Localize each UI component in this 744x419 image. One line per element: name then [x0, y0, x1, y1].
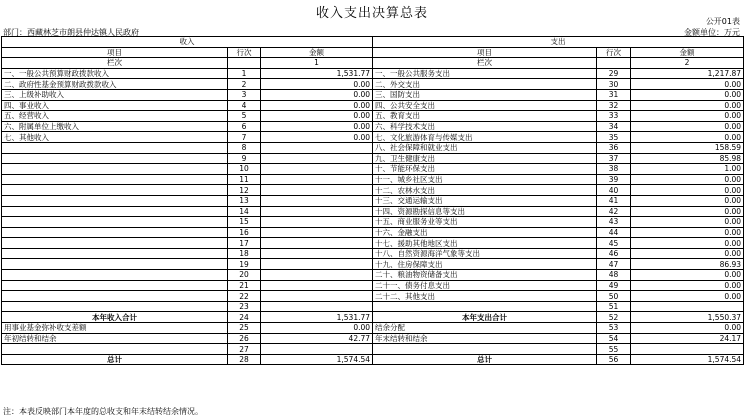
income-column-number: 1 — [261, 58, 373, 69]
expense-line-cell: 46 — [597, 248, 631, 259]
income-amount-cell: 1,574.54 — [261, 354, 373, 365]
expense-line-cell: 35 — [597, 132, 631, 143]
department-label: 部门：西藏林芝市朗县仲达镇人民政府 — [3, 28, 139, 37]
expense-item-cell: 九、卫生健康支出 — [373, 153, 597, 164]
expense-amount-cell: 0.00 — [631, 270, 744, 281]
expense-item-cell: 五、教育支出 — [373, 111, 597, 122]
expense-line-cell: 36 — [597, 142, 631, 153]
income-amount-cell — [261, 206, 373, 217]
expense-amount-cell: 158.59 — [631, 142, 744, 153]
expense-item-cell: 二、外交支出 — [373, 79, 597, 90]
expense-amount-cell: 0.00 — [631, 89, 744, 100]
table-row — [2, 153, 744, 164]
income-amount-cell: 0.00 — [261, 323, 373, 334]
expense-column-no-blank — [597, 58, 631, 69]
income-item-cell — [2, 217, 228, 228]
table-row — [2, 259, 744, 270]
income-item-cell — [2, 291, 228, 302]
income-item-cell: 五、经营收入 — [2, 111, 228, 122]
expense-amount-cell: 1,574.54 — [631, 354, 744, 365]
income-line-cell: 22 — [228, 291, 261, 302]
income-item-cell — [2, 270, 228, 281]
expense-item-cell: 十、节能环保支出 — [373, 164, 597, 175]
expense-amount-header: 金额 — [631, 47, 744, 58]
expense-item-cell: 八、社会保障和就业支出 — [373, 142, 597, 153]
table-row — [2, 79, 744, 90]
expense-amount-cell: 0.00 — [631, 238, 744, 249]
income-item-cell — [2, 142, 228, 153]
table-row — [2, 195, 744, 206]
income-line-cell: 19 — [228, 259, 261, 270]
income-section-header: 收入 — [2, 37, 373, 48]
income-amount-cell — [261, 217, 373, 228]
expense-line-cell: 51 — [597, 301, 631, 312]
income-item-cell — [2, 238, 228, 249]
income-item-cell: 用事业基金弥补收支差额 — [2, 323, 228, 334]
expense-amount-cell: 0.00 — [631, 121, 744, 132]
expense-line-cell: 54 — [597, 333, 631, 344]
table-row — [2, 344, 744, 355]
income-amount-cell — [261, 280, 373, 291]
income-item-cell — [2, 206, 228, 217]
expense-line-cell: 45 — [597, 238, 631, 249]
expense-section-header: 支出 — [373, 37, 744, 48]
income-line-cell: 21 — [228, 280, 261, 291]
expense-line-cell: 43 — [597, 217, 631, 228]
expense-item-cell: 十五、商业服务业等支出 — [373, 217, 597, 228]
table-row — [2, 323, 744, 334]
income-item-cell — [2, 280, 228, 291]
income-line-cell: 1 — [228, 68, 261, 79]
income-item-cell — [2, 164, 228, 175]
income-line-cell: 14 — [228, 206, 261, 217]
expense-item-cell — [373, 344, 597, 355]
expense-amount-cell: 0.00 — [631, 132, 744, 143]
income-item-cell: 六、附属单位上缴收入 — [2, 121, 228, 132]
expense-item-cell: 六、科学技术支出 — [373, 121, 597, 132]
expense-amount-cell: 85.98 — [631, 153, 744, 164]
table-row — [2, 270, 744, 281]
income-line-cell: 13 — [228, 195, 261, 206]
expense-item-cell: 三、国防支出 — [373, 89, 597, 100]
expense-line-cell: 32 — [597, 100, 631, 111]
expense-amount-cell: 24.17 — [631, 333, 744, 344]
income-item-cell — [2, 344, 228, 355]
income-amount-cell — [261, 153, 373, 164]
expense-item-cell: 二十、粮油物资储备支出 — [373, 270, 597, 281]
table-row — [2, 280, 744, 291]
income-line-cell: 12 — [228, 185, 261, 196]
report-title: 收入支出决算总表 — [315, 6, 428, 21]
expense-line-cell: 48 — [597, 270, 631, 281]
income-amount-cell: 0.00 — [261, 100, 373, 111]
expense-line-cell: 37 — [597, 153, 631, 164]
income-item-cell — [2, 227, 228, 238]
income-line-cell: 11 — [228, 174, 261, 185]
income-line-header: 行次 — [228, 47, 261, 58]
table-row — [2, 238, 744, 249]
income-line-cell: 6 — [228, 121, 261, 132]
income-amount-cell: 1,531.77 — [261, 68, 373, 79]
expense-amount-cell: 0.00 — [631, 185, 744, 196]
income-line-cell: 10 — [228, 164, 261, 175]
income-line-cell: 16 — [228, 227, 261, 238]
expense-line-cell: 29 — [597, 68, 631, 79]
income-item-cell: 四、事业收入 — [2, 100, 228, 111]
expense-line-cell: 41 — [597, 195, 631, 206]
income-item-cell — [2, 153, 228, 164]
income-line-cell: 20 — [228, 270, 261, 281]
income-item-cell — [2, 174, 228, 185]
expense-column-no-label: 栏次 — [373, 58, 597, 69]
table-row — [2, 185, 744, 196]
table-row — [2, 89, 744, 100]
income-amount-header: 金额 — [261, 47, 373, 58]
income-item-cell: 年初结转和结余 — [2, 333, 228, 344]
table-row — [2, 164, 744, 175]
table-row — [2, 121, 744, 132]
income-line-cell: 17 — [228, 238, 261, 249]
expense-amount-cell: 0.00 — [631, 323, 744, 334]
income-line-cell: 2 — [228, 79, 261, 90]
table-row — [2, 174, 744, 185]
expense-line-cell: 47 — [597, 259, 631, 270]
table-row — [2, 217, 744, 228]
expense-item-cell: 七、文化旅游体育与传媒支出 — [373, 132, 597, 143]
table-row — [2, 227, 744, 238]
income-column-no-blank — [228, 58, 261, 69]
income-amount-cell: 0.00 — [261, 111, 373, 122]
table-row — [2, 100, 744, 111]
expense-amount-cell: 0.00 — [631, 100, 744, 111]
expense-line-cell: 53 — [597, 323, 631, 334]
income-amount-cell — [261, 238, 373, 249]
income-amount-cell: 0.00 — [261, 132, 373, 143]
expense-item-cell: 二十一、债务付息支出 — [373, 280, 597, 291]
expense-amount-cell: 1,217.87 — [631, 68, 744, 79]
table-row — [2, 291, 744, 302]
expense-amount-cell: 0.00 — [631, 291, 744, 302]
table-row — [2, 354, 744, 365]
table-row — [2, 301, 744, 312]
expense-item-cell: 十一、城乡社区支出 — [373, 174, 597, 185]
expense-line-cell: 34 — [597, 121, 631, 132]
income-amount-cell — [261, 185, 373, 196]
income-amount-cell — [261, 259, 373, 270]
income-amount-cell: 1,531.77 — [261, 312, 373, 323]
expense-item-cell: 十八、自然资源海洋气象等支出 — [373, 248, 597, 259]
expense-item-cell: 十三、交通运输支出 — [373, 195, 597, 206]
income-item-cell: 一、一般公共预算财政拨款收入 — [2, 68, 228, 79]
budget-summary-table — [1, 36, 744, 365]
income-amount-cell — [261, 164, 373, 175]
section-header-row — [2, 37, 744, 48]
expense-item-cell: 年末结转和结余 — [373, 333, 597, 344]
expense-amount-cell: 0.00 — [631, 248, 744, 259]
expense-item-cell: 十二、农林水支出 — [373, 185, 597, 196]
expense-line-cell: 40 — [597, 185, 631, 196]
income-amount-cell: 42.77 — [261, 333, 373, 344]
income-line-cell: 25 — [228, 323, 261, 334]
expense-line-cell: 38 — [597, 164, 631, 175]
income-amount-cell: 0.00 — [261, 79, 373, 90]
income-line-cell: 4 — [228, 100, 261, 111]
income-item-cell — [2, 301, 228, 312]
expense-item-cell: 十九、住房保障支出 — [373, 259, 597, 270]
expense-item-cell: 十四、资源勘探信息等支出 — [373, 206, 597, 217]
income-amount-cell — [261, 291, 373, 302]
footnote: 注：本表反映部门本年度的总收支和年末结转结余情况。 — [3, 407, 203, 416]
expense-amount-cell: 86.93 — [631, 259, 744, 270]
expense-line-cell: 42 — [597, 206, 631, 217]
table-row — [2, 142, 744, 153]
table-row — [2, 312, 744, 323]
form-code: 公开01表 — [705, 17, 740, 26]
expense-item-cell: 结余分配 — [373, 323, 597, 334]
income-item-cell: 七、其他收入 — [2, 132, 228, 143]
income-amount-cell: 0.00 — [261, 89, 373, 100]
income-amount-cell — [261, 195, 373, 206]
expense-amount-cell: 0.00 — [631, 280, 744, 291]
expense-amount-cell — [631, 344, 744, 355]
expense-item-header: 项目 — [373, 47, 597, 58]
income-line-cell: 26 — [228, 333, 261, 344]
income-line-cell: 28 — [228, 354, 261, 365]
expense-line-cell: 52 — [597, 312, 631, 323]
income-item-cell: 本年收入合计 — [2, 312, 228, 323]
expense-line-cell: 44 — [597, 227, 631, 238]
expense-amount-cell: 0.00 — [631, 227, 744, 238]
expense-item-cell: 十六、金融支出 — [373, 227, 597, 238]
table-row — [2, 132, 744, 143]
income-amount-cell — [261, 270, 373, 281]
expense-item-cell: 本年支出合计 — [373, 312, 597, 323]
income-amount-cell — [261, 174, 373, 185]
expense-amount-cell: 0.00 — [631, 217, 744, 228]
income-item-cell: 二、政府性基金预算财政拨款收入 — [2, 79, 228, 90]
expense-amount-cell: 1,550.37 — [631, 312, 744, 323]
expense-amount-cell: 0.00 — [631, 206, 744, 217]
income-item-cell — [2, 248, 228, 259]
expense-item-cell: 十七、援助其他地区支出 — [373, 238, 597, 249]
income-line-cell: 8 — [228, 142, 261, 153]
expense-line-cell: 30 — [597, 79, 631, 90]
column-header-row — [2, 47, 744, 58]
expense-line-cell: 39 — [597, 174, 631, 185]
income-amount-cell — [261, 301, 373, 312]
income-amount-cell — [261, 248, 373, 259]
expense-line-cell: 50 — [597, 291, 631, 302]
expense-column-number: 2 — [631, 58, 744, 69]
income-item-cell: 三、上级补助收入 — [2, 89, 228, 100]
expense-amount-cell: 0.00 — [631, 174, 744, 185]
income-amount-cell — [261, 142, 373, 153]
table-row — [2, 68, 744, 79]
income-item-header: 项目 — [2, 47, 228, 58]
table-row — [2, 248, 744, 259]
income-line-cell: 18 — [228, 248, 261, 259]
expense-line-cell: 49 — [597, 280, 631, 291]
expense-line-cell: 55 — [597, 344, 631, 355]
expense-amount-cell: 0.00 — [631, 79, 744, 90]
income-item-cell: 总计 — [2, 354, 228, 365]
expense-item-cell: 四、公共安全支出 — [373, 100, 597, 111]
income-line-cell: 23 — [228, 301, 261, 312]
table-row — [2, 111, 744, 122]
expense-amount-cell — [631, 301, 744, 312]
income-item-cell — [2, 185, 228, 196]
expense-item-cell — [373, 301, 597, 312]
expense-line-header: 行次 — [597, 47, 631, 58]
expense-line-cell: 56 — [597, 354, 631, 365]
income-line-cell: 3 — [228, 89, 261, 100]
expense-amount-cell: 0.00 — [631, 111, 744, 122]
table-row — [2, 206, 744, 217]
expense-amount-cell: 0.00 — [631, 195, 744, 206]
expense-amount-cell: 1.00 — [631, 164, 744, 175]
income-item-cell — [2, 259, 228, 270]
income-amount-cell: 0.00 — [261, 121, 373, 132]
expense-line-cell: 33 — [597, 111, 631, 122]
column-number-row — [2, 58, 744, 69]
income-line-cell: 27 — [228, 344, 261, 355]
income-amount-cell — [261, 344, 373, 355]
income-line-cell: 24 — [228, 312, 261, 323]
expense-line-cell: 31 — [597, 89, 631, 100]
table-row — [2, 333, 744, 344]
income-item-cell — [2, 195, 228, 206]
expense-item-cell: 一、一般公共服务支出 — [373, 68, 597, 79]
income-line-cell: 15 — [228, 217, 261, 228]
income-line-cell: 7 — [228, 132, 261, 143]
income-line-cell: 9 — [228, 153, 261, 164]
income-column-no-label: 栏次 — [2, 58, 228, 69]
income-amount-cell — [261, 227, 373, 238]
expense-item-cell: 二十二、其他支出 — [373, 291, 597, 302]
amount-unit-label: 金额单位：万元 — [684, 28, 740, 37]
expense-item-cell: 总计 — [373, 354, 597, 365]
income-line-cell: 5 — [228, 111, 261, 122]
